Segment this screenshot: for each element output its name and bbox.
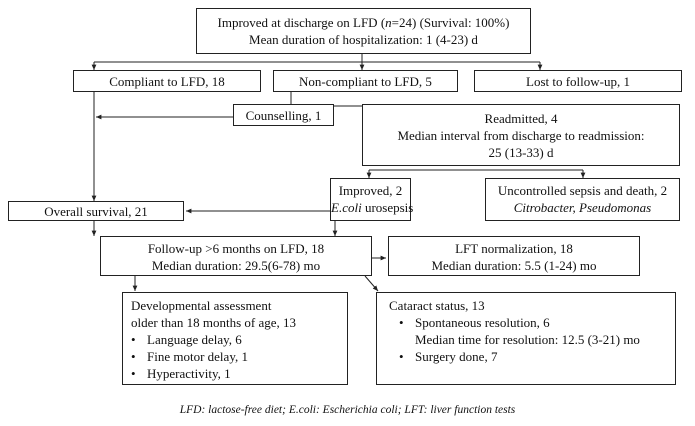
top-line2: Mean duration of hospitalization: 1 (4-23) d: [249, 32, 478, 47]
counselling-box: Counselling, 1: [233, 104, 334, 126]
cataract-status-box: Cataract status, 13 • Spontaneous resolution, 6 Median time for resolution: 12.5 (3-21) mo • Surgery done, 7: [376, 292, 676, 385]
readmitted-box: Readmitted, 4 Median interval from discharge to readmission: 25 (13-33) d: [362, 104, 680, 166]
arrow-followup-to-cataract: [365, 276, 378, 291]
lost-followup-box: Lost to follow-up, 1: [474, 70, 682, 92]
cataract-item: • Surgery done, 7: [399, 349, 498, 364]
overall-survival-box: Overall survival, 21: [8, 201, 184, 221]
sepsis-death-box: Uncontrolled sepsis and death, 2 Citrobacter, Pseudomonas: [485, 178, 680, 221]
followup-box: Follow-up >6 months on LFD, 18 Median duration: 29.5(6-78) mo: [100, 236, 372, 276]
development-item: • Language delay, 6: [131, 332, 242, 347]
abbreviations-caption: LFD: lactose-free diet; E.coli: Escherichia coli; LFT: liver function tests: [179, 404, 516, 416]
improved-at-discharge-box: [196, 8, 531, 54]
improved-box: Improved, 2 E.coli urosepsis: [330, 178, 411, 221]
cataract-subitem: Median time for resolution: 12.5 (3-21) mo: [415, 332, 640, 347]
top-line1: Improved at discharge on LFD (n=24) (Survival: 100%): [217, 15, 510, 30]
developmental-assessment-box: Developmental assessment older than 18 months of age, 13 • Language delay, 6 • Fine motor delay, 1 • Hyperactivity, 1: [122, 292, 348, 385]
compliant-box: Compliant to LFD, 18: [73, 70, 261, 92]
noncompliant-box: Non-compliant to LFD, 5: [273, 70, 458, 92]
lft-normalization-box: LFT normalization, 18 Median duration: 5.5 (1-24) mo: [388, 236, 640, 276]
development-item: • Fine motor delay, 1: [131, 349, 248, 364]
development-item: • Hyperactivity, 1: [131, 366, 231, 381]
cataract-item: • Spontaneous resolution, 6: [399, 315, 550, 330]
